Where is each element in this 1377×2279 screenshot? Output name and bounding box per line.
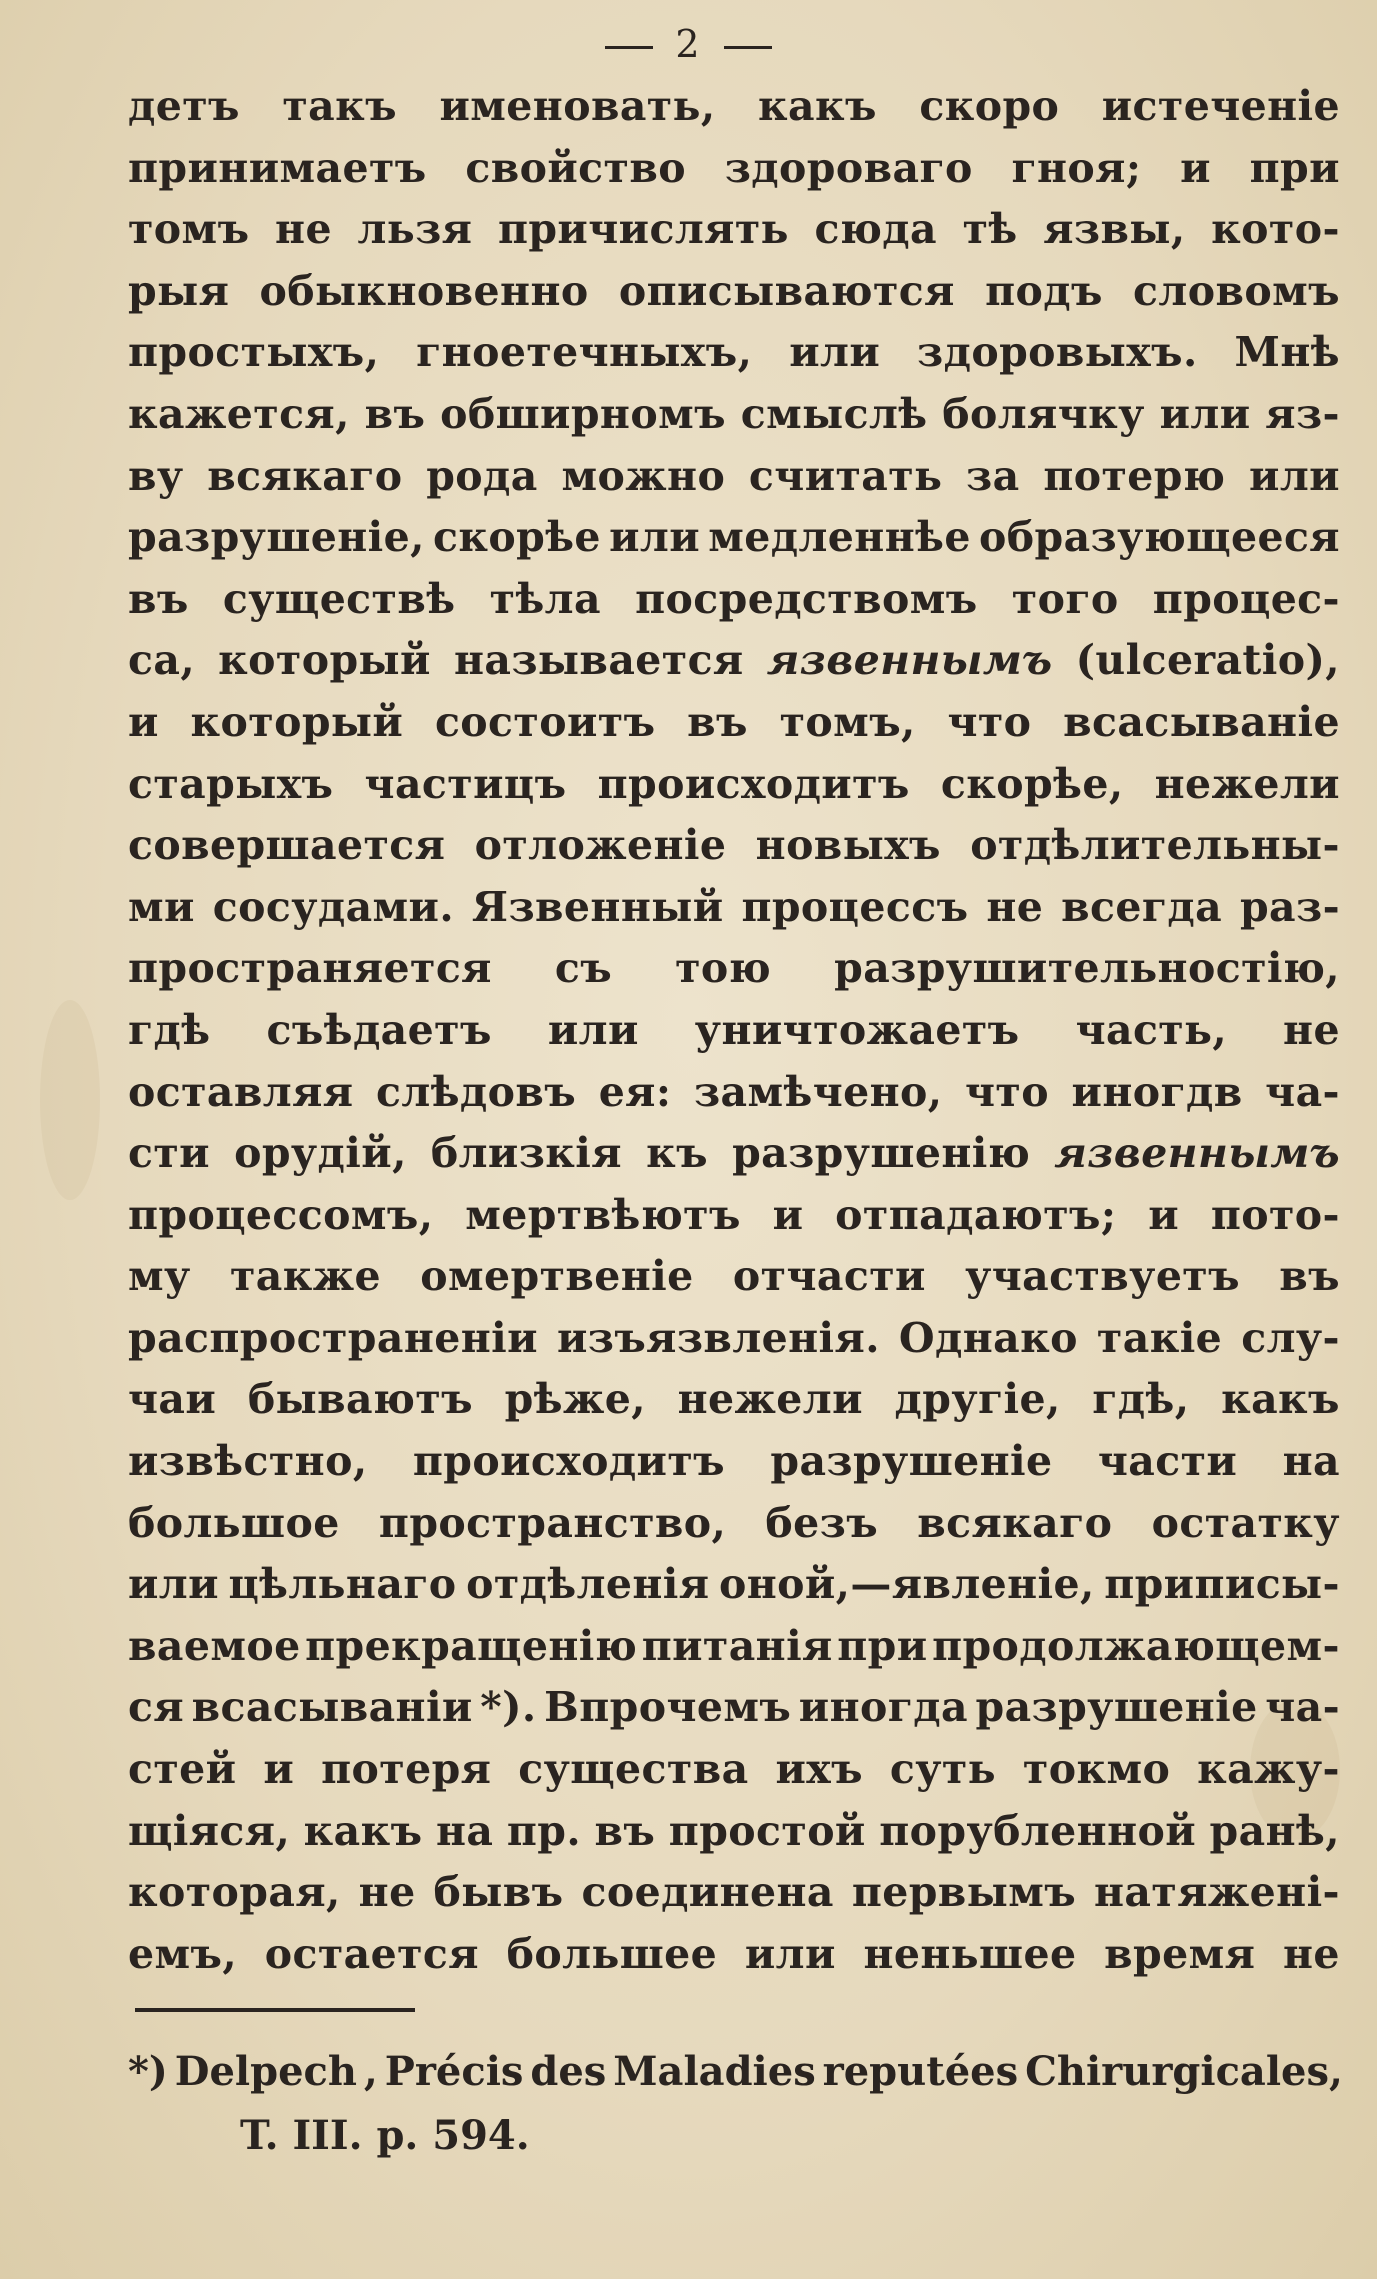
word: пространяется [128,944,492,993]
word: мертвѣютъ [465,1190,741,1239]
word: разрушеніе, [128,513,425,562]
word: соединена [581,1868,834,1917]
word: которая, [128,1868,341,1917]
word: Однако [898,1313,1078,1362]
word: сюда [814,205,937,254]
word: гдѣ [128,1005,211,1054]
text-line [128,569,1340,631]
word: пространство, [378,1498,727,1547]
text-line [128,1246,1340,1308]
word: простыхъ, [128,328,380,377]
word: натяжені- [1094,1868,1340,1917]
word: въ [364,389,426,438]
word: старыхъ [128,759,334,808]
word: иногда [798,1683,968,1732]
word: ми [128,882,195,931]
word: и [263,1745,295,1794]
word: разрушеніе [975,1683,1258,1732]
word: ся [128,1683,185,1732]
word: замѣчено, [693,1067,943,1116]
word: всякаго [917,1498,1113,1547]
text-line [128,630,1340,692]
word: скорѣе [433,513,601,562]
word: процессъ [741,882,969,931]
word: или [609,513,701,562]
word: яз- [1265,389,1340,438]
word: въ [1279,1252,1340,1301]
word: остается [264,1929,479,1978]
word: Впрочемъ [544,1683,792,1732]
text-line [128,1924,1340,1986]
paper-stain [40,1000,100,1200]
word: который [218,636,431,685]
word: процессомъ, [128,1190,434,1239]
text-line [128,199,1340,261]
word: (ulceratio), [1075,636,1340,685]
word: отпадаютъ; [835,1190,1117,1239]
text-line [128,1801,1340,1863]
footnote-word: Chirurgicales, [1025,2048,1343,2095]
word: не [986,882,1044,931]
text-line [128,446,1340,508]
word: за [966,451,1020,500]
word: язвеннымъ [1054,1129,1340,1178]
footnote-word: *) [128,2048,168,2095]
word: омертвеніе [420,1252,694,1301]
word: обыкновенно [259,266,589,315]
word: распространеніи [128,1313,538,1362]
text-line [128,507,1340,569]
footnote-word: reputées [822,2048,1019,2095]
footnote-word: , [363,2048,378,2095]
word: отложеніе [474,821,727,870]
word: близкія [430,1129,622,1178]
word: ву [128,451,184,500]
word: простой [668,1806,866,1855]
word: приписы- [1104,1560,1340,1609]
word: описываются [618,266,955,315]
text-line [128,754,1340,816]
word: и [128,697,159,746]
word: тою [675,944,772,993]
word: пото- [1210,1190,1340,1239]
word: оной,—явленіе, [718,1560,1095,1609]
word: томъ, [779,697,916,746]
word: отчасти [732,1252,926,1301]
word: потеря [321,1745,492,1794]
word: уничтожаетъ [694,1005,1020,1054]
word: такіе [1096,1313,1223,1362]
text-line [128,1677,1340,1739]
word: какъ [303,1806,423,1855]
word: извѣстно, [128,1437,368,1486]
word: стей [128,1745,237,1794]
word: бывъ [433,1868,564,1917]
text-line [128,1000,1340,1062]
word: нежели [677,1375,863,1424]
text-line [128,1062,1340,1124]
word: всякаго [207,451,403,500]
word: въ [594,1806,656,1855]
word: состоитъ [434,697,656,746]
word: слу- [1241,1313,1340,1362]
word: гноетечныхъ, [416,328,753,377]
footnote-line-2: T. III. p. 594. [240,2112,530,2159]
word: Мнѣ [1234,328,1340,377]
page-number: 2 [675,22,702,66]
word: скорѣе, [940,759,1124,808]
word: нежели [1154,759,1340,808]
text-line [128,1862,1340,1924]
word: другіе, [894,1375,1061,1424]
word: происходитъ [412,1437,726,1486]
word: са, [128,636,196,685]
word: и [1148,1190,1180,1239]
word: слѣдовъ [376,1067,577,1116]
word: скоро [919,82,1060,130]
word: всасываніе [1063,697,1340,746]
word: на [1282,1437,1340,1486]
word: части [1097,1437,1238,1486]
word: обширномъ [440,389,726,438]
word: щіяся, [128,1806,291,1855]
word: суть [889,1745,996,1794]
word: разрушеніе [770,1437,1053,1486]
text-line [128,692,1340,754]
text-line [128,1123,1340,1185]
word: какъ [1221,1375,1340,1424]
word: сти [128,1129,210,1178]
word: рода [426,451,538,500]
word: здороваго [724,143,973,192]
text-line [128,1369,1340,1431]
word: или [744,1929,836,1978]
word: ча- [1265,1683,1340,1732]
word: оставляя [128,1067,354,1116]
word: рѣже, [504,1375,646,1424]
word: ихъ [775,1745,863,1794]
word: всегда [1061,882,1223,931]
word: кажется, [128,389,350,438]
word: не [1283,1929,1340,1978]
word: посредствомъ [635,574,978,623]
word: въ [128,574,189,623]
word: къ [646,1129,708,1178]
text-line [128,1493,1340,1555]
word: рыя [128,266,230,315]
word: ея: [598,1067,672,1116]
word: разрушительностію, [834,944,1340,993]
word: томъ [128,205,250,254]
word: происходитъ [597,759,910,808]
word: здоровыхъ. [917,328,1198,377]
word: новыхъ [755,821,941,870]
word: какъ [758,82,877,130]
word: изъязвленія. [556,1313,880,1362]
text-line [128,877,1340,939]
footnote-word: des [530,2048,607,2095]
word: считать [748,451,943,500]
word: неньшее [863,1929,1077,1978]
word: такъ [282,82,397,130]
word: сосудами. [212,882,455,931]
word: питанія [641,1621,833,1670]
word: остатку [1151,1498,1340,1547]
word: истеченіе [1101,82,1340,130]
word: продолжающем- [932,1621,1340,1670]
word: время [1104,1929,1256,1978]
word: цѣльнаго [228,1560,457,1609]
word: безъ [765,1498,879,1547]
word: гдѣ, [1092,1375,1190,1424]
word: большее [506,1929,718,1978]
word: и [772,1190,804,1239]
word: раз- [1239,882,1340,931]
word: емъ, [128,1929,238,1978]
word: язвеннымъ [766,636,1053,685]
word: не [275,205,332,254]
word: ваемое [128,1621,301,1670]
word: ранѣ, [1209,1806,1340,1855]
text-line [128,261,1340,323]
header-dash-left [605,46,653,49]
word: существѣ [222,574,456,623]
word: токмо [1022,1745,1171,1794]
word: Язвенный [471,882,724,931]
word: при [837,1621,928,1670]
word: словомъ [1133,266,1340,315]
word: съѣдаетъ [266,1005,492,1054]
word: бываютъ [247,1375,474,1424]
word: тѣ [962,205,1018,254]
word: частицъ [364,759,567,808]
word: первымъ [851,1868,1077,1917]
word: что [947,697,1032,746]
word: часть, [1075,1005,1228,1054]
page-header [0,22,1377,66]
word: или [128,1560,219,1609]
word: прекращенію [305,1621,638,1670]
word: принимаетъ [128,143,427,192]
word: или [1249,451,1340,500]
word: порубленной [879,1806,1197,1855]
footnote-separator [135,2008,415,2012]
word: тѣла [489,574,601,623]
word: льзя [357,205,473,254]
word: большое [128,1498,340,1547]
word: язвы, [1043,205,1186,254]
text-line [128,1185,1340,1247]
word: также [229,1252,382,1301]
text-line [128,1739,1340,1801]
word: орудій, [234,1129,407,1178]
word: на [436,1806,494,1855]
word: гноя; [1011,143,1142,192]
footnote-word: Delpech [174,2048,357,2095]
word: можно [561,451,726,500]
word: при [1249,143,1340,192]
word: причислять [497,205,789,254]
text-line [128,938,1340,1000]
word: чаи [128,1375,217,1424]
header-dash-right [724,46,772,49]
text-line [128,815,1340,877]
word: кажу- [1197,1745,1340,1794]
text-line [128,1616,1340,1678]
word: кото- [1211,205,1340,254]
word: свойство [465,143,686,192]
word: существа [518,1745,749,1794]
footnote [128,2040,1343,2168]
word: пр. [506,1806,582,1855]
word: не [358,1868,416,1917]
word: и [1180,143,1211,192]
word: *). [480,1683,537,1732]
text-line [128,138,1340,200]
text-line [128,76,1340,138]
word: участвуетъ [965,1252,1240,1301]
word: который [190,697,404,746]
text-line [128,1431,1340,1493]
text-line [128,1554,1340,1616]
word: отдѣленія [466,1560,710,1609]
word: всасываніи [191,1683,473,1732]
word: иногдв [1071,1067,1243,1116]
word: именовать, [439,82,716,130]
text-line [128,384,1340,446]
word: медленнѣе [708,513,971,562]
word: съ [554,944,613,993]
word: отдѣлительны- [970,821,1340,870]
word: болячку [942,389,1145,438]
body-text [128,76,1340,1985]
word: ча- [1265,1067,1340,1116]
word: не [1283,1005,1340,1054]
word: образующееся [979,513,1340,562]
footnote-word: Précis [384,2048,524,2095]
text-line [128,322,1340,384]
word: разрушенію [732,1129,1031,1178]
word: смыслѣ [740,389,928,438]
text-line [128,1308,1340,1370]
word: или [789,328,881,377]
word: совершается [128,821,446,870]
word: детъ [128,82,240,130]
word: потерю [1043,451,1226,500]
word: того [1011,574,1119,623]
word: или [547,1005,639,1054]
word: му [128,1252,191,1301]
word: подъ [985,266,1103,315]
footnote-line-1 [128,2040,1343,2104]
word: что [965,1067,1049,1116]
word: или [1159,389,1251,438]
word: въ [687,697,748,746]
footnote-word: Maladies [613,2048,816,2095]
word: называется [453,636,744,685]
word: процес- [1152,574,1340,623]
